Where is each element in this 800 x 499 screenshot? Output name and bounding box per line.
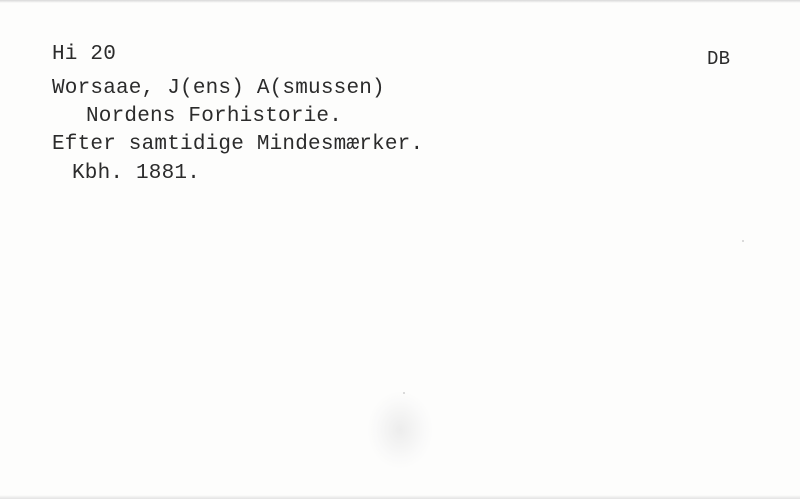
paper-speck xyxy=(742,240,744,242)
card-top-edge xyxy=(0,0,800,3)
call-number: Hi 20 xyxy=(52,43,117,66)
collection-tag: DB xyxy=(707,48,731,70)
card-bottom-edge xyxy=(0,495,800,499)
imprint-line: Kbh. 1881. xyxy=(72,162,201,185)
paper-smudge xyxy=(368,392,432,468)
author-line: Worsaae, J(ens) A(smussen) xyxy=(52,77,385,100)
title-line-1: Nordens Forhistorie. xyxy=(86,105,343,128)
title-line-2: Efter samtidige Mindesmærker. xyxy=(52,133,424,156)
paper-speck xyxy=(403,392,405,394)
